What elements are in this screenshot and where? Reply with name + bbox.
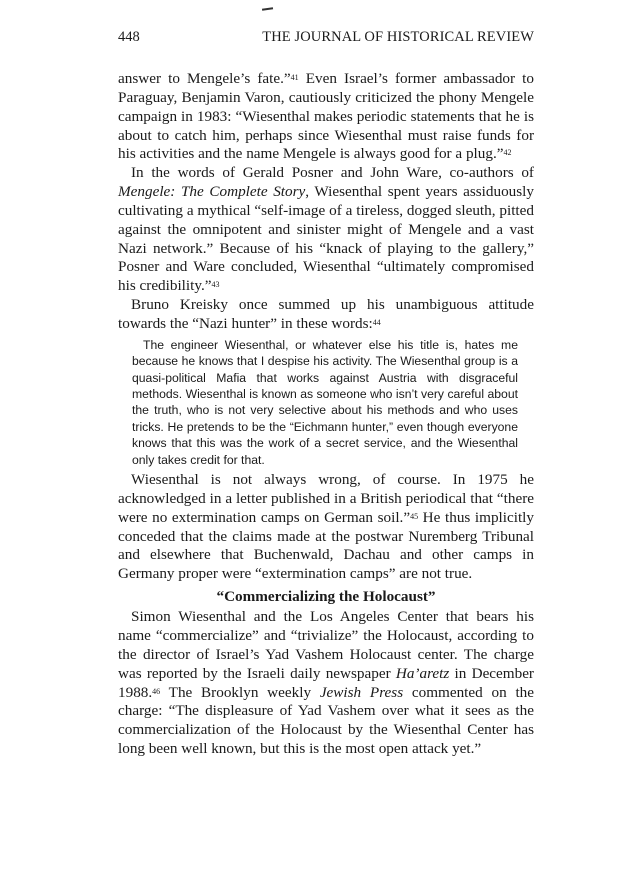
- newspaper-name: Ha’aretz: [395, 664, 450, 682]
- paragraph-text: The Brooklyn weekly: [160, 683, 320, 701]
- block-quote: The engineer Wiesenthal, or whatever else his title is, hates me because he knows that I despise his activity. The Wiesenthal group is a quasi-political Mafia that works against Austria with disgraceful methods. Wiesenthal is known as someone who isn’t very careful about the truth, who is not very selective about his methods and who uses tricks. He pretends to be the “Eichmann hunter,” even though everyone knows that this was the work of a secret service, and the Wiesenthal only takes credit for that.: [132, 337, 518, 467]
- paragraph-4: [118, 471, 534, 584]
- footnote-ref: 44: [372, 317, 381, 327]
- paragraph-5: [118, 608, 534, 759]
- paragraph-text: In the words of Gerald Posner and John Ware, co-authors of: [131, 164, 534, 182]
- paragraph-text: commented on the charge: “The displeasure of Yad Vashem over what it sees as the commercialization of the Holocaust by the Wiesenthal Center has long been well known, but this is the most open attack yet.”: [118, 683, 534, 758]
- section-heading: “Commercializing the Holocaust”: [216, 588, 436, 606]
- footnote-ref: 41: [290, 73, 299, 82]
- paragraph-text: in December 1988.: [118, 664, 534, 701]
- page-number: 448: [118, 29, 140, 45]
- footnote-ref: 42: [503, 148, 512, 158]
- paragraph-text: Bruno Kreisky once summed up his unambiguous attitude towards the “Nazi hunter” in these words:: [118, 296, 534, 332]
- journal-title: THE JOURNAL OF HISTORICAL REVIEW: [262, 29, 534, 45]
- paragraph-text: Wiesenthal is not always wrong, of course. In 1975 he acknowledged in a letter published in a British periodical that “there were no extermination camps on German soil.”: [118, 471, 534, 526]
- stray-mark: [262, 7, 273, 10]
- footnote-ref: 43: [211, 280, 220, 290]
- paragraph-text: Even Israel’s former ambassador to Paraguay, Benjamin Varon, cautiously criticized the phony Mengele campaign in 1983: “Wiesenthal makes periodic statements that he is about to catch him, perhaps since Wiesenthal must raise funds for his activities and the name Mengele is always good for a plug.”: [118, 70, 534, 163]
- paragraph-text: answer to Mengele’s fate.”: [118, 70, 291, 87]
- paragraph-3: [118, 296, 534, 334]
- book-title: Mengele: The Complete Story: [118, 183, 306, 201]
- paragraph-text: , Wiesenthal spent years assiduously cultivating a mythical “self-image of a tireless, dogged sleuth, pitted against the omnipotent and sinister might of Mengele and a vast Nazi network.” Because of his “knack of playing to the gallery,” Posner and Ware concluded, Wiesenthal “ultimately compromised his credibility.”: [118, 183, 534, 295]
- paragraph-1: [118, 70, 534, 164]
- paragraph-text: Simon Wiesenthal and the Los Angeles Center that bears his name “commercialize” and “trivialize” the Holocaust, according to the director of Israel’s Yad Vashem Holocaust center. The charge was reported by the Israeli daily newspaper: [118, 608, 534, 682]
- paragraph-2: [118, 164, 534, 296]
- body-text: [118, 70, 534, 759]
- footnote-ref: 46: [152, 686, 161, 696]
- weekly-name: Jewish Press: [319, 683, 404, 701]
- paragraph-text: He thus implicitly conceded that the claims made at the postwar Nuremberg Tribunal and elsewhere that Buchenwald, Dachau and other camps in Germany proper were “extermination camps” are not true.: [118, 508, 534, 583]
- footnote-ref: 45: [410, 511, 419, 521]
